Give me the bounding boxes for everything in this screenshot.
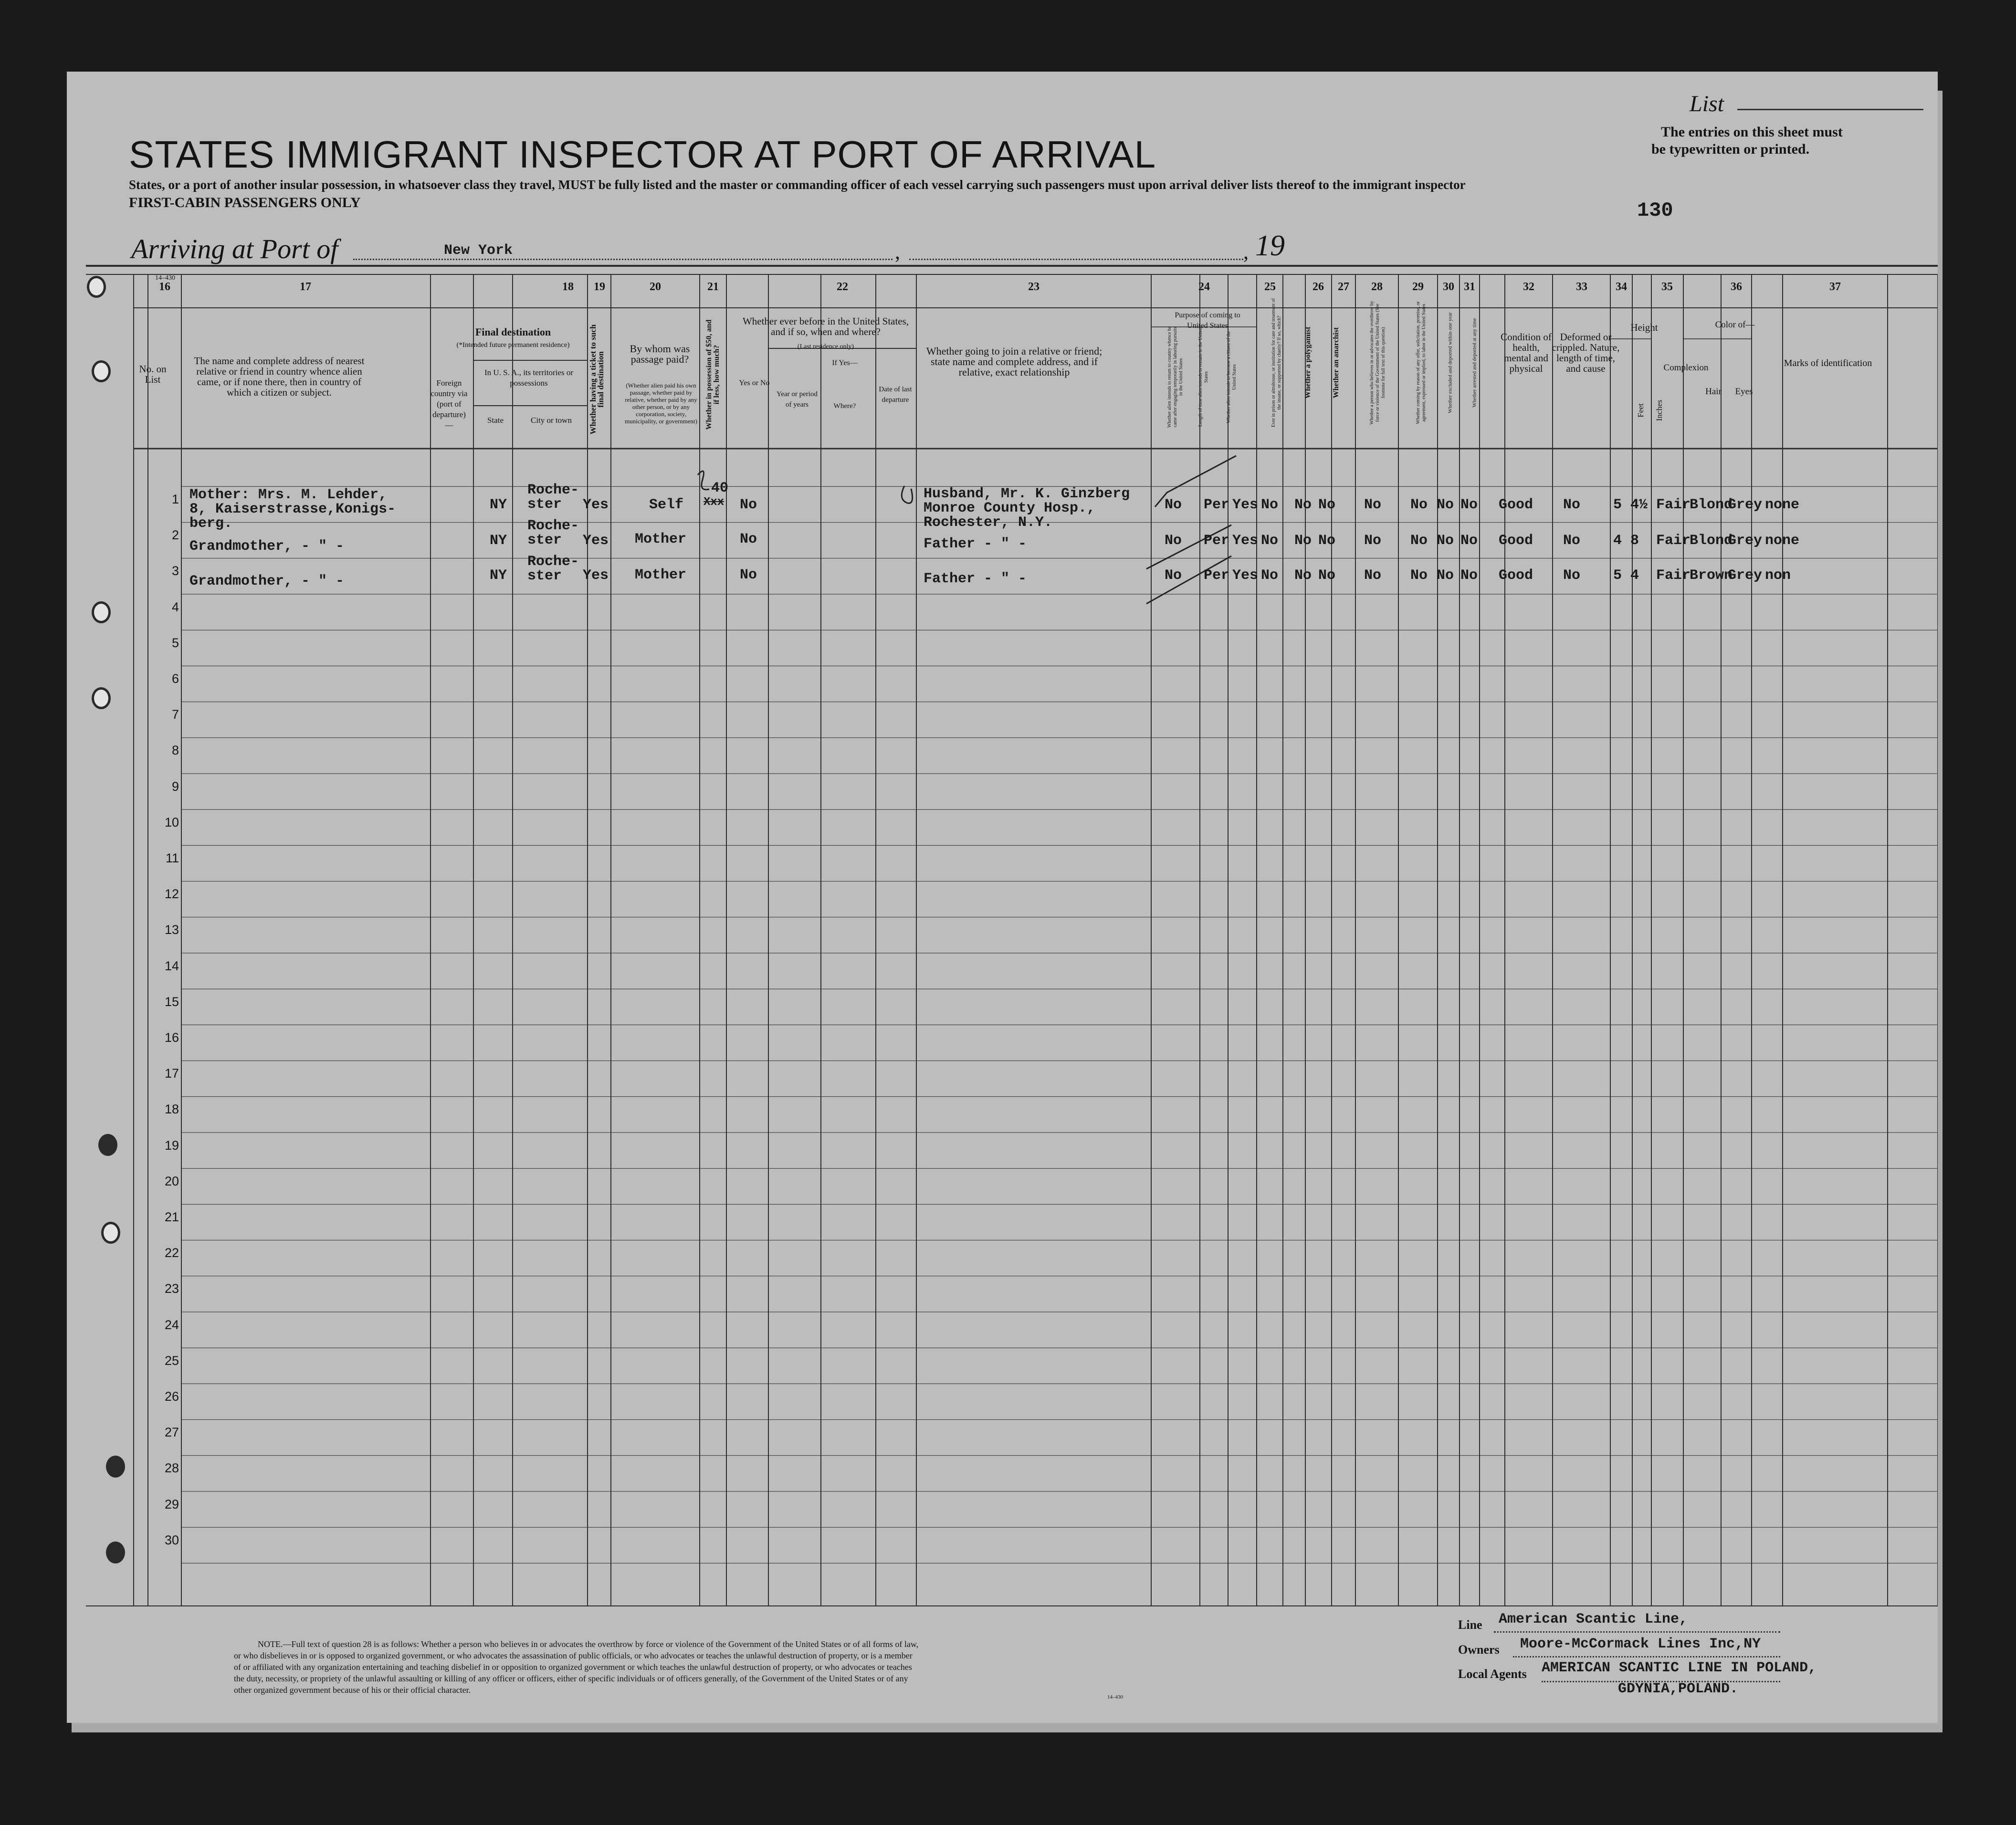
cell-deformed: No <box>1563 533 1581 549</box>
row-number: 25 <box>164 1353 179 1368</box>
before-us: No <box>740 567 757 583</box>
column-number: 25 <box>1264 281 1276 293</box>
joining: Monroe County Hosp., <box>924 500 1096 516</box>
header-purpose-citizen: Whether alien intends to become a citizen of the United States <box>1226 331 1237 423</box>
row-number: 15 <box>164 994 179 1009</box>
cell-length: Per <box>1204 567 1230 584</box>
money: 40 <box>711 480 729 496</box>
header-hair: Hair <box>1705 387 1722 397</box>
footnote: or who disbelieves in or is opposed to organized government, or who advocates the assassination of public officials, or who advocates or teaches the unlawful destruction of property, or is a member <box>234 1651 913 1660</box>
row-number: 6 <box>171 671 179 686</box>
comma: , <box>1243 240 1249 263</box>
header-overthrow: Whether a person who believes in or advocates the overthrow by force or violence of the Government of the United States (See footnote for full text of this question) <box>1369 301 1386 425</box>
typed-note-2: be typewritten or printed. <box>1651 141 1810 157</box>
cell-hair: Blond <box>1690 533 1733 549</box>
cell-anarchist: No <box>1318 567 1336 584</box>
column-number: 29 <box>1412 281 1424 293</box>
header-ticket: Whether having a ticket to such final destination <box>588 324 605 435</box>
header-inches: Inches <box>1655 399 1664 421</box>
cell-return: No <box>1165 497 1182 513</box>
dest-city: ster <box>527 496 562 513</box>
column-number: 30 <box>1443 281 1454 293</box>
cell-health: Good <box>1499 567 1533 584</box>
cell-overthrow: No <box>1364 497 1382 513</box>
instruction-text: States, or a port of another insular possession, in whatsoever class they travel, MUST be fully listed and the master or commanding officer of each vessel carrying such passengers must upon arrival deliver lists thereof to the immigrant inspector <box>129 178 1466 192</box>
row-number: 10 <box>164 815 179 829</box>
owners-rule <box>1513 1656 1780 1657</box>
column-number: 21 <box>707 281 719 293</box>
cell-inches: 4 <box>1630 567 1639 584</box>
column-number: 16 <box>159 281 170 293</box>
joining: Father - " - <box>924 536 1027 552</box>
row-number: 30 <box>164 1532 179 1547</box>
header-labor-offer: Whether coming by reason of any offer, solicitation, promise, or agreement, expressed or implied, to labor in the United States <box>1416 301 1427 424</box>
cell-eyes: Grey <box>1728 497 1763 513</box>
relative-address: berg. <box>189 515 233 532</box>
cell-citizen: Yes <box>1232 533 1259 549</box>
page-title: STATES IMMIGRANT INSPECTOR AT PORT OF ARRIVAL <box>129 133 1156 176</box>
dest-city: Roche- <box>527 554 579 570</box>
cell-return: No <box>1165 533 1182 549</box>
header-passage-paid: By whom was passage paid? <box>630 343 690 365</box>
cell-feet: 5 <box>1613 567 1622 584</box>
cell-length: Per <box>1204 497 1230 513</box>
row-number: 3 <box>171 564 179 578</box>
header-height: Height <box>1630 322 1658 333</box>
header-where: Where? <box>833 402 856 410</box>
sheet-number: 130 <box>1637 199 1673 222</box>
row-number: 11 <box>165 851 179 865</box>
column-number: 31 <box>1464 281 1475 293</box>
paid-by: Mother <box>635 567 687 583</box>
header-city: City or town <box>531 416 572 425</box>
header-marks: Marks of identification <box>1784 358 1872 368</box>
relative-address: 8, Kaiserstrasse,Konigs- <box>189 501 396 517</box>
cell-labor-offer: No <box>1410 533 1428 549</box>
header-feet: Feet <box>1636 403 1645 418</box>
port-value: New York <box>444 242 513 259</box>
dest-state: NY <box>490 533 507 549</box>
header-state: State <box>487 416 504 425</box>
column-number: 18 <box>562 281 574 293</box>
header-foreign-country: Foreign country via (port of departure)— <box>430 378 468 430</box>
header-color: Color of— <box>1715 320 1755 330</box>
header-relative-address: The name and complete address of nearest relative or friend in country whence alien came, or if none there, then in country of which a citizen or subject. <box>194 355 365 398</box>
cell-marks: none <box>1765 497 1800 513</box>
row-number: 27 <box>164 1425 179 1440</box>
paid-by: Self <box>649 497 684 513</box>
dest-state: NY <box>490 497 507 513</box>
header-polygamist: Whether a polygamist <box>1304 326 1312 399</box>
joining: Husband, Mr. K. Ginzberg <box>924 486 1130 502</box>
row-number: 28 <box>164 1461 179 1476</box>
row-number: 8 <box>171 743 179 758</box>
joining: Rochester, N.Y. <box>924 514 1053 531</box>
cell-prison: No <box>1261 533 1279 549</box>
column-number: 36 <box>1731 281 1742 293</box>
cell-prison: No <box>1261 497 1279 513</box>
row-number: 19 <box>164 1138 179 1153</box>
row-number: 18 <box>164 1102 179 1117</box>
header-in-usa: In U. S. A., its territories or possessions <box>484 368 574 388</box>
cell-anarchist: No <box>1318 497 1336 513</box>
column-number: 34 <box>1616 281 1627 293</box>
cell-deformed: No <box>1563 497 1581 513</box>
relative-address: Grandmother, - " - <box>189 573 345 589</box>
row-number: 7 <box>171 707 179 722</box>
row-number: 1 <box>171 492 179 506</box>
column-number: 26 <box>1312 281 1324 293</box>
agents-label: Local Agents <box>1458 1667 1527 1681</box>
cell-labor-offer: No <box>1410 567 1428 584</box>
cell-anarchist: No <box>1318 533 1336 549</box>
cell-polygamist: No <box>1294 567 1312 584</box>
header-anarchist: Whether an anarchist <box>1332 327 1340 399</box>
column-number: 33 <box>1576 281 1587 293</box>
footnote: the duty, necessity, or propriety of the unlawful assaulting or killing of any officer or officers, either of specific individuals or of officers generally, of the Government of the United States or of any <box>234 1674 908 1683</box>
cell-excluded: No <box>1437 533 1454 549</box>
cell-marks: none <box>1765 533 1800 549</box>
money-struck: Xxx <box>704 496 724 509</box>
row-number: 22 <box>164 1246 179 1260</box>
year-prefix: 19 <box>1255 230 1285 262</box>
row-number: 9 <box>171 779 179 794</box>
arriving-label: Arriving at Port of <box>131 233 338 264</box>
cell-overthrow: No <box>1364 533 1382 549</box>
column-number: 24 <box>1198 281 1210 293</box>
header-yes-no: Yes or No <box>739 379 770 387</box>
cell-feet: 4 <box>1613 533 1622 549</box>
before-us: No <box>740 531 757 547</box>
column-number: 17 <box>300 281 311 293</box>
cell-deported: No <box>1460 567 1478 584</box>
cell-hair: Brown <box>1690 567 1733 584</box>
cell-complexion: Fair <box>1656 533 1691 549</box>
header-year: Year or period of years <box>777 390 818 409</box>
header-no-on-list: No. on List <box>139 363 167 385</box>
cell-hair: Blond <box>1690 497 1733 513</box>
column-number: 23 <box>1028 281 1040 293</box>
row-number: 23 <box>164 1281 179 1296</box>
row-number: 5 <box>171 635 179 650</box>
header-purpose-length: Length of time alien intends to remain in the United States <box>1198 327 1209 427</box>
cell-overthrow: No <box>1364 567 1382 584</box>
column-number: 32 <box>1523 281 1534 293</box>
cell-eyes: Grey <box>1728 533 1763 549</box>
cell-complexion: Fair <box>1656 567 1691 584</box>
row-number: 16 <box>164 1030 179 1045</box>
row-number: 26 <box>164 1389 179 1404</box>
row-number: 24 <box>164 1317 179 1332</box>
header-final-destination: Final destination <box>475 326 551 338</box>
footnote: other organized government because of his or their official character. <box>234 1685 471 1695</box>
cell-polygamist: No <box>1294 533 1312 549</box>
header-eyes: Eyes <box>1735 387 1753 397</box>
header-complexion: Complexion <box>1663 363 1709 373</box>
owners-value: Moore-McCormack Lines Inc,NY <box>1520 1636 1761 1652</box>
before-us: No <box>740 497 757 513</box>
comma: , <box>895 240 900 263</box>
header-before-us: Whether ever before in the United States, and if so, when and where? <box>742 315 909 337</box>
column-number: 37 <box>1829 281 1841 293</box>
row-number: 4 <box>171 599 179 614</box>
dest-city: Roche- <box>527 518 579 534</box>
list-label: List <box>1690 91 1724 116</box>
column-number: 19 <box>594 281 605 293</box>
owners-label: Owners <box>1458 1643 1500 1657</box>
typed-note-1: The entries on this sheet must <box>1661 124 1843 140</box>
cell-labor-offer: No <box>1410 497 1428 513</box>
cell-length: Per <box>1204 533 1230 549</box>
line-rule <box>1494 1631 1780 1633</box>
cell-polygamist: No <box>1294 497 1312 513</box>
agents-value: GDYNIA,POLAND. <box>1618 1681 1739 1697</box>
header-final-destination-sub: (*Intended future permanent residence) <box>456 341 570 349</box>
ticket: Yes <box>583 567 609 584</box>
cell-marks: non <box>1765 567 1791 584</box>
column-number: 27 <box>1338 281 1349 293</box>
header-deformed: Deformed or crippled. Nature, length of time, and cause <box>1552 331 1620 374</box>
line-value: American Scantic Line, <box>1499 1611 1688 1627</box>
row-number: 29 <box>164 1497 179 1511</box>
dest-city: ster <box>527 532 562 548</box>
dest-city: Roche- <box>527 482 579 498</box>
ticket: Yes <box>583 497 609 513</box>
header-money: Whether in possession of $50, and if less, how much? <box>705 319 721 430</box>
column-number: 28 <box>1371 281 1383 293</box>
cell-health: Good <box>1499 497 1533 513</box>
dest-state: NY <box>490 567 507 584</box>
relative-address: Mother: Mrs. M. Lehder, <box>189 487 388 503</box>
line-label: Line <box>1458 1618 1482 1632</box>
cell-citizen: Yes <box>1232 497 1259 513</box>
cell-inches: 4½ <box>1630 497 1648 513</box>
header-joining: Whether going to join a relative or friend; state name and complete address, and if relative, exact relationship <box>926 345 1102 378</box>
dest-city: ster <box>527 568 562 584</box>
column-number: 20 <box>650 281 661 293</box>
cell-eyes: Grey <box>1728 567 1763 584</box>
joining: Father - " - <box>924 571 1027 587</box>
cell-return: No <box>1165 567 1182 584</box>
header-health: Condition of health, mental and physical <box>1501 331 1552 374</box>
paid-by: Mother <box>635 531 687 547</box>
row-number: 21 <box>164 1210 179 1224</box>
row-number: 13 <box>164 923 179 937</box>
header-passage-paid-sub: (Whether alien paid his own passage, whether paid by relative, whether paid by any other person, or by any corporation, society, municipality, or government) <box>625 382 697 425</box>
header-excluded: Whether excluded and deported within one year <box>1447 312 1453 413</box>
cell-health: Good <box>1499 533 1533 549</box>
manifest-sheet <box>67 72 1938 1723</box>
header-deported: Whether arrested and deported at any time <box>1471 318 1478 408</box>
row-number: 2 <box>171 528 179 543</box>
header-before-us-sub: (Last residence only) <box>797 343 854 350</box>
footnote: of or affiliated with any organization entertaining and teaching disbelief in or opposition to organized government or which teaches the unlawful destruction of property, or who advocates or teaches <box>234 1662 912 1672</box>
cell-excluded: No <box>1437 497 1454 513</box>
ticket: Yes <box>583 533 609 549</box>
cell-citizen: Yes <box>1232 567 1259 584</box>
relative-address: Grandmother, - " - <box>189 538 345 555</box>
header-purpose-return: Whether alien intends to return to country whence he came after engaging temporarily in laboring pursuits in the United States <box>1167 326 1184 428</box>
column-number: 22 <box>837 281 848 293</box>
row-number: 12 <box>164 887 179 902</box>
footer-form-code: 14–430 <box>1107 1694 1123 1700</box>
class-line: FIRST-CABIN PASSENGERS ONLY <box>129 195 361 210</box>
cell-feet: 5 <box>1613 497 1622 513</box>
header-last-departure: Date of last departure <box>879 386 912 404</box>
column-number: 35 <box>1661 281 1673 293</box>
cell-deformed: No <box>1563 567 1581 584</box>
form-code: 14–430 <box>155 274 175 282</box>
header-if-yes: If Yes— <box>832 359 858 367</box>
footnote: NOTE.—Full text of question 28 is as follows: Whether a person who believes in or advocates the overthrow by force or violence of the Government of the United States or of all forms of law, <box>258 1639 919 1649</box>
cell-deported: No <box>1460 533 1478 549</box>
cell-complexion: Fair <box>1656 497 1691 513</box>
row-number: 17 <box>164 1066 179 1081</box>
cell-excluded: No <box>1437 567 1454 584</box>
cell-inches: 8 <box>1630 533 1639 549</box>
row-number: 20 <box>164 1174 179 1188</box>
header-purpose: Purpose of coming to United States <box>1175 311 1240 330</box>
handwritten-marks <box>67 72 1938 1723</box>
agents-value: AMERICAN SCANTIC LINE IN POLAND, <box>1542 1660 1817 1676</box>
cell-deported: No <box>1460 497 1478 513</box>
cell-prison: No <box>1261 567 1279 584</box>
header-prison: Ever in prison or almshouse, or institution for care and treatment of the insane, or supported by charity? If so, which? <box>1271 298 1282 427</box>
row-number: 14 <box>164 958 179 973</box>
